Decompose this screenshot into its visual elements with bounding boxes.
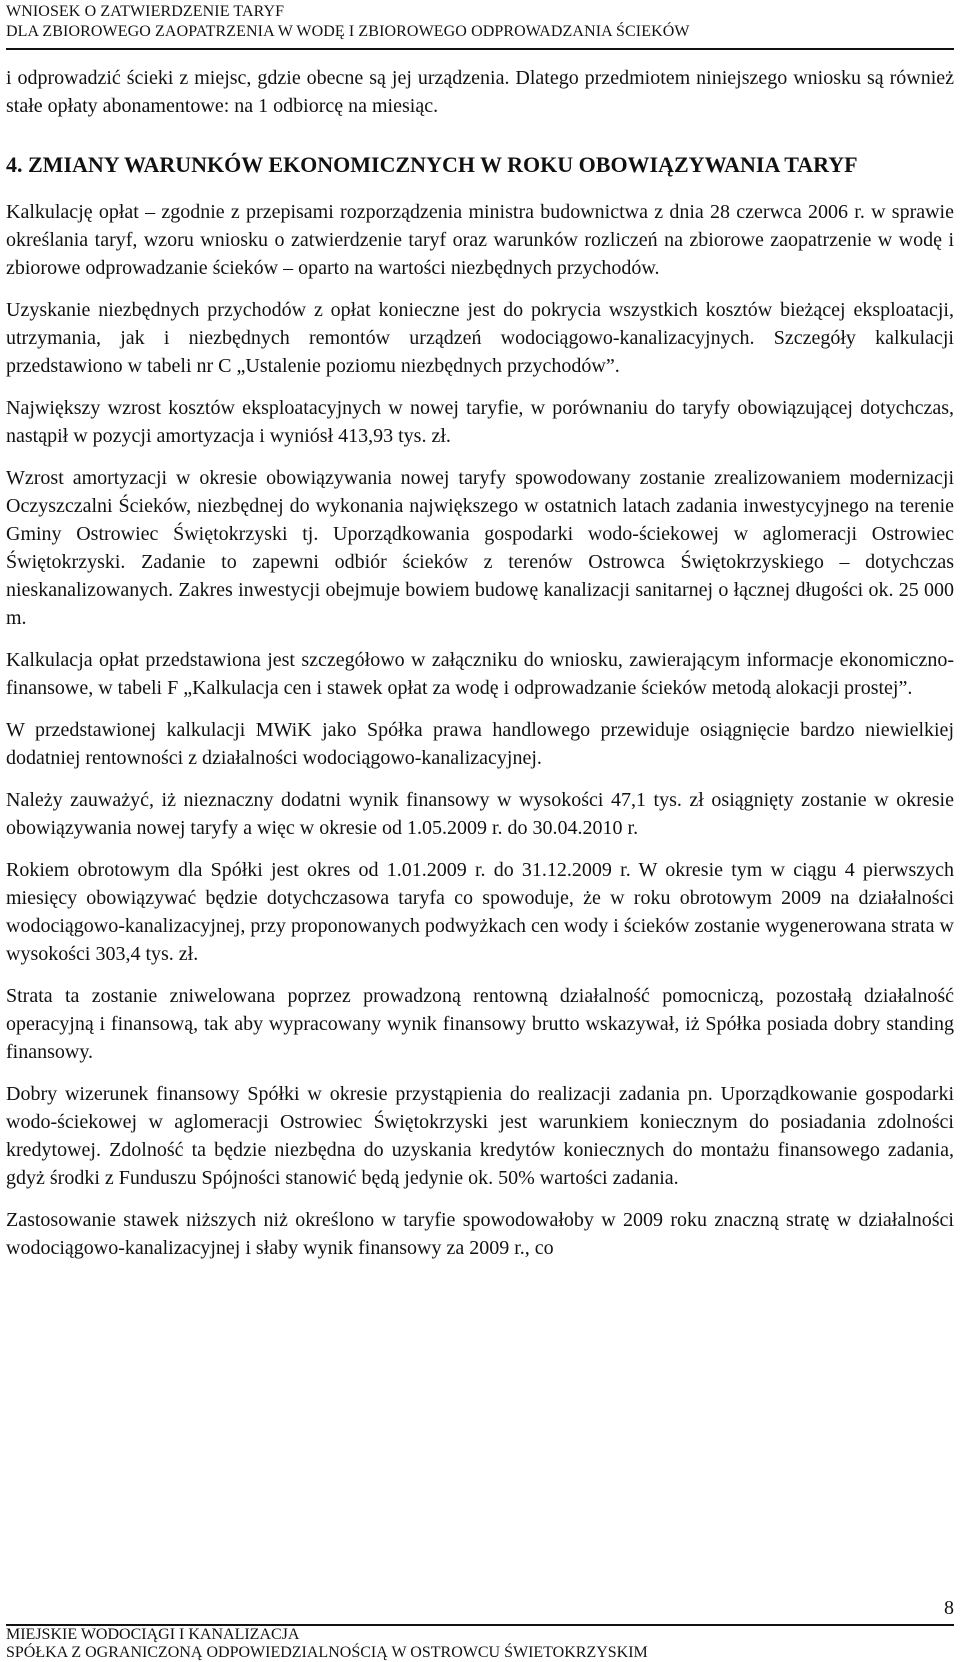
paragraph-loss-offset: Strata ta zostanie zniwelowana poprzez prowadzoną rentowną działalność pomocniczą, pozostałą działalność operacyjną i finansową, tak aby wypracowany wynik finansowy brutto wskazywał, iż Spółka posiada dobry standing finansowy. (6, 985, 954, 1063)
intro-paragraph: i odprowadzić ścieki z miejsc, gdzie obecne są jej urządzenia. Dlatego przedmiotem niniejszego wniosku są również stałe opłaty abonamentowe: na 1 odbiorcę na miesiąc. (6, 67, 954, 117)
paragraph-calculation-basis: Kalkulację opłat – zgodnie z przepisami rozporządzenia ministra budownictwa z dnia 28 czerwca 2006 r. w sprawie określania taryf, wzoru wniosku o zatwierdzenie taryf oraz warunków rozliczeń na zbiorowe zaopatrzenie w wodę i zbiorowe odprowadzanie ścieków – oparto na wartości niezbędnych przychodów. (6, 201, 954, 279)
header-subtitle: DLA ZBIOROWEGO ZAOPATRZENIA W WODĘ I ZBIOROWEGO ODPROWADZANIA ŚCIEKÓW (6, 23, 690, 40)
paragraph-credit-capacity: Dobry wizerunek finansowy Spółki w okresie przystąpienia do realizacji zadania pn. Uporządkowanie gospodarki wodo-ściekowej w aglomeracji Ostrowiec Świętokrzyski jest warunkiem koniecznym do posiadania zdolności kredytowej. Zdolność ta będzie niezbędna do uzyskania kredytów koniecznych do montażu finansowego zadania, gdyż środki z Funduszu Spójności stanowić będą jedynie ok. 50% wartości zadania. (6, 1083, 954, 1189)
footer-company-name: MIEJSKIE WODOCIĄGI I KANALIZACJA (6, 1626, 300, 1643)
paragraph-largest-cost-increase: Największy wzrost kosztów eksploatacyjnych w nowej taryfie, w porównaniu do taryfy obowiązującej dotychczas, nastąpił w pozycji amortyzacja i wyniósł 413,93 tys. zł. (6, 397, 954, 447)
section-heading: 4. ZMIANY WARUNKÓW EKONOMICZNYCH W ROKU OBOWIĄZYWANIA TARYF (6, 152, 858, 177)
document-footer (6, 1626, 954, 1662)
header-title: WNIOSEK O ZATWIERDZENIE TARYF (6, 3, 285, 20)
paragraph-table-f-reference: Kalkulacja opłat przedstawiona jest szczegółowo w załączniku do wniosku, zawierającym informacje ekonomiczno-finansowe, w tabeli F „Kalkulacja cen i stawek opłat za wodę i odprowadzanie ścieków metodą alokacji prostej”. (6, 649, 954, 699)
paragraph-amortization-increase: Wzrost amortyzacji w okresie obowiązywania nowej taryfy spowodowany zostanie zrealizowaniem modernizacji Oczyszczalni Ścieków, niezbędnej do wykonania największego w ostatnich latach zadania inwestycyjnego na terenie Gminy Ostrowiec Świętokrzyski tj. Uporządkowania gospodarki wodo-ściekowej w aglomeracji Ostrowiec Świętokrzyski. Zadanie to zapewni odbiór ścieków z terenów Ostrowca Świętokrzyskiego – dotychczas nieskanalizowanych. Zakres inwestycji obejmuje bowiem budowę kanalizacji sanitarnej o łącznej długości ok. 25 000 m. (6, 467, 954, 629)
paragraph-required-revenue: Uzyskanie niezbędnych przychodów z opłat konieczne jest do pokrycia wszystkich kosztów bieżącej eksploatacji, utrzymania, jak i niezbędnych remontów urządzeń wodociągowo-kanalizacyjnych. Szczegóły kalkulacji przedstawiono w tabeli nr C „Ustalenie poziomu niezbędnych przychodów”. (6, 299, 954, 377)
paragraph-financial-result: Należy zauważyć, iż nieznaczny dodatni wynik finansowy w wysokości 47,1 tys. zł osiągnięty zostanie w okresie obowiązywania nowej taryfy a więc w okresie od 1.05.2009 r. do 30.04.2010 r. (6, 789, 954, 839)
header-divider (6, 48, 954, 50)
paragraph-lower-rates-effect: Zastosowanie stawek niższych niż określono w taryfie spowodowałoby w 2009 roku znaczną stratę w działalności wodociągowo-kanalizacyjnej i słaby wynik finansowy za 2009 r., co (6, 1209, 954, 1259)
paragraph-fiscal-year: Rokiem obrotowym dla Spółki jest okres od 1.01.2009 r. do 31.12.2009 r. W okresie tym w ciągu 4 pierwszych miesięcy obowiązywać będzie dotychczasowa taryfa co spowoduje, że w roku obrotowym 2009 na działalności wodociągowo-kanalizacyjnej, przy proponowanych podwyżkach cen wody i ścieków zostanie wygenerowana strata w wysokości 303,4 tys. zł. (6, 859, 954, 965)
page-number: 8 (944, 1597, 954, 1619)
paragraph-profitability: W przedstawionej kalkulacji MWiK jako Spółka prawa handlowego przewiduje osiągnięcie bardzo niewielkiej dodatniej rentowności z działalności wodociągowo-kanalizacyjnej. (6, 719, 954, 769)
document-header (6, 2, 954, 42)
document-body (6, 64, 954, 1276)
footer-company-legal-form: SPÓŁKA Z OGRANICZONĄ ODPOWIEDZIALNOŚCIĄ W OSTROWCU ŚWIETOKRZYSKIM (6, 1644, 648, 1661)
